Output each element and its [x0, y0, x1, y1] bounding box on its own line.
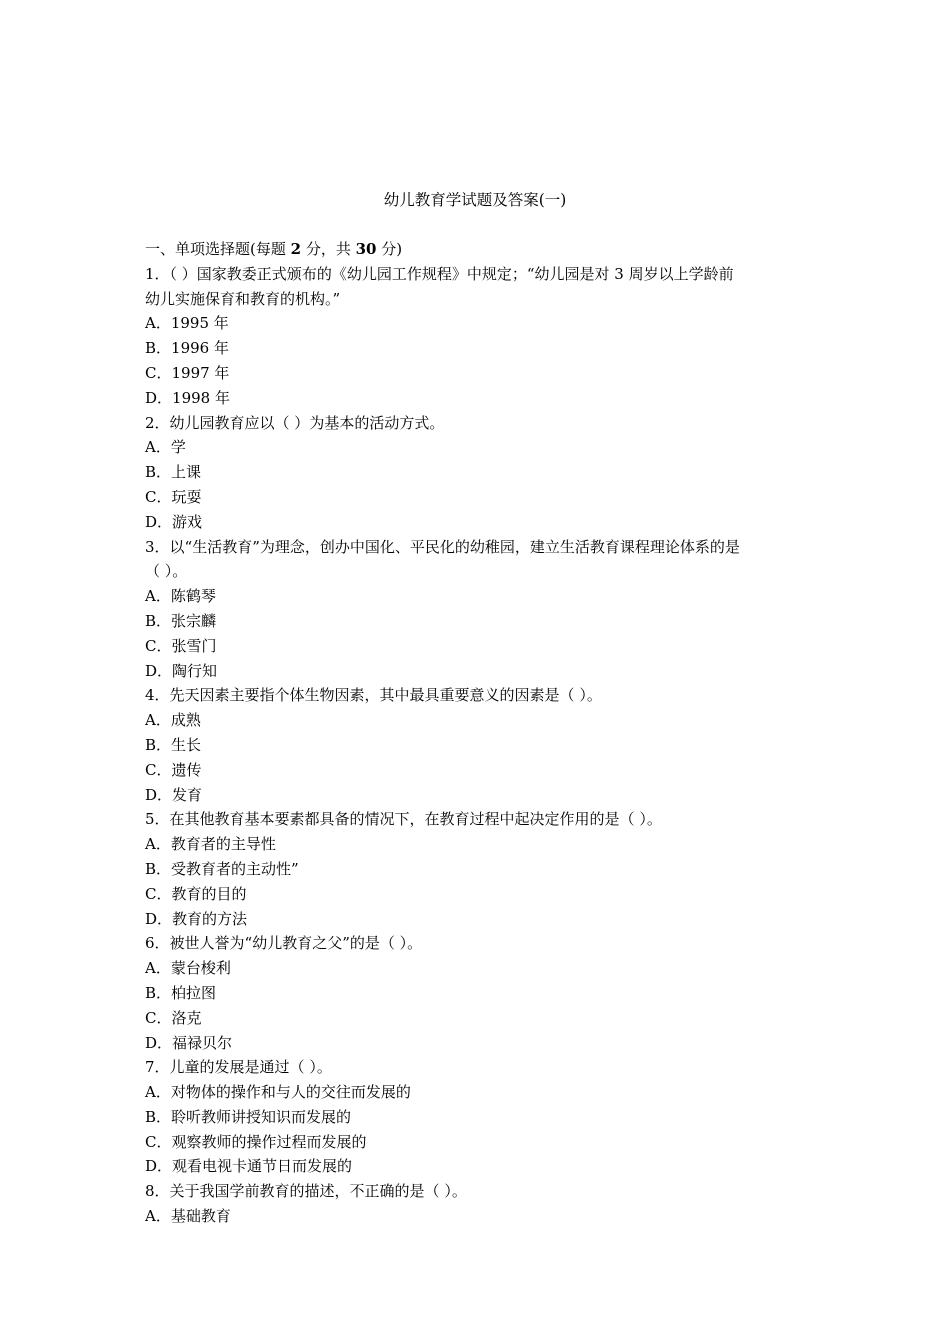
text-line: B．受教育者的主动性” — [145, 859, 299, 878]
text-line: C．1997 年 — [145, 363, 230, 382]
text-line: C．教育的目的 — [145, 884, 247, 903]
text-line: B．上课 — [145, 463, 202, 482]
text-line: 3．以“生活教育”为理念，创办中国化、平民化的幼稚园，建立生活教育课程理论体系的是 — [145, 537, 740, 556]
text-line: D．教育的方法 — [145, 909, 248, 928]
section-heading — [145, 237, 810, 262]
text-line: B．张宗麟 — [145, 611, 217, 630]
text-line: B．聆听教师讲授知识而发展的 — [145, 1107, 352, 1126]
text-line: A．1995 年 — [145, 314, 229, 333]
text-line: B．柏拉图 — [145, 983, 217, 1002]
text-line: D．1998 年 — [145, 388, 230, 407]
text-line: C．遗传 — [145, 760, 202, 779]
text-line: 5．在其他教育基本要素都具备的情况下，在教育过程中起决定作用的是（ ）。 — [145, 810, 662, 829]
text-line: A．基础教育 — [145, 1207, 231, 1226]
text-line: D．游戏 — [145, 512, 203, 531]
text-line: A．蒙台梭利 — [145, 959, 231, 978]
section-heading-middle: 分，共 — [301, 240, 356, 258]
section-heading-prefix: 一、单项选择题(每题 — [145, 240, 291, 258]
section-heading-total: 30 — [355, 240, 377, 258]
text-line: A．对物体的操作和与人的交往而发展的 — [145, 1083, 411, 1102]
text-line: D．发育 — [145, 785, 203, 804]
text-line: C．玩耍 — [145, 487, 202, 506]
text-line: 8．关于我国学前教育的描述，不正确的是（ ）。 — [145, 1182, 467, 1201]
text-line: 2．幼儿园教育应以（ ）为基本的活动方式。 — [145, 413, 445, 432]
document-body — [145, 237, 810, 1229]
text-line: 4．先天因素主要指个体生物因素，其中最具重要意义的因素是（ ）。 — [145, 686, 602, 705]
text-line: （ ）。 — [145, 562, 188, 581]
section-heading-points-per: 2 — [290, 240, 302, 258]
text-line: 7．儿童的发展是通过（ ）。 — [145, 1058, 332, 1077]
text-line: 1．（ ）国家教委正式颁布的《幼儿园工作规程》中规定；“幼儿园是对 3 周岁以上学龄前 — [145, 264, 734, 283]
text-line: B．生长 — [145, 735, 202, 754]
text-line: D．福禄贝尔 — [145, 1033, 233, 1052]
question-list — [145, 262, 810, 1229]
text-line: A．成熟 — [145, 711, 201, 730]
text-line: 6．被世人誉为“幼儿教育之父”的是（ ）。 — [145, 934, 423, 953]
document-title: 幼儿教育学试题及答案(一) — [383, 191, 567, 209]
text-line: A．教育者的主导性 — [145, 835, 276, 854]
text-line: C．张雪门 — [145, 636, 217, 655]
text-line: D．陶行知 — [145, 661, 218, 680]
text-line: A．学 — [145, 438, 186, 457]
text-line: C．观察教师的操作过程而发展的 — [145, 1132, 367, 1151]
text-line: 幼儿实施保育和教育的机构。” — [145, 289, 341, 308]
text-line: C．洛克 — [145, 1008, 202, 1027]
section-heading-suffix: 分) — [376, 240, 403, 258]
text-line: B．1996 年 — [145, 339, 229, 358]
text-line: D．观看电视卡通节日而发展的 — [145, 1157, 353, 1176]
text-line: A．陈鹤琴 — [145, 587, 216, 606]
